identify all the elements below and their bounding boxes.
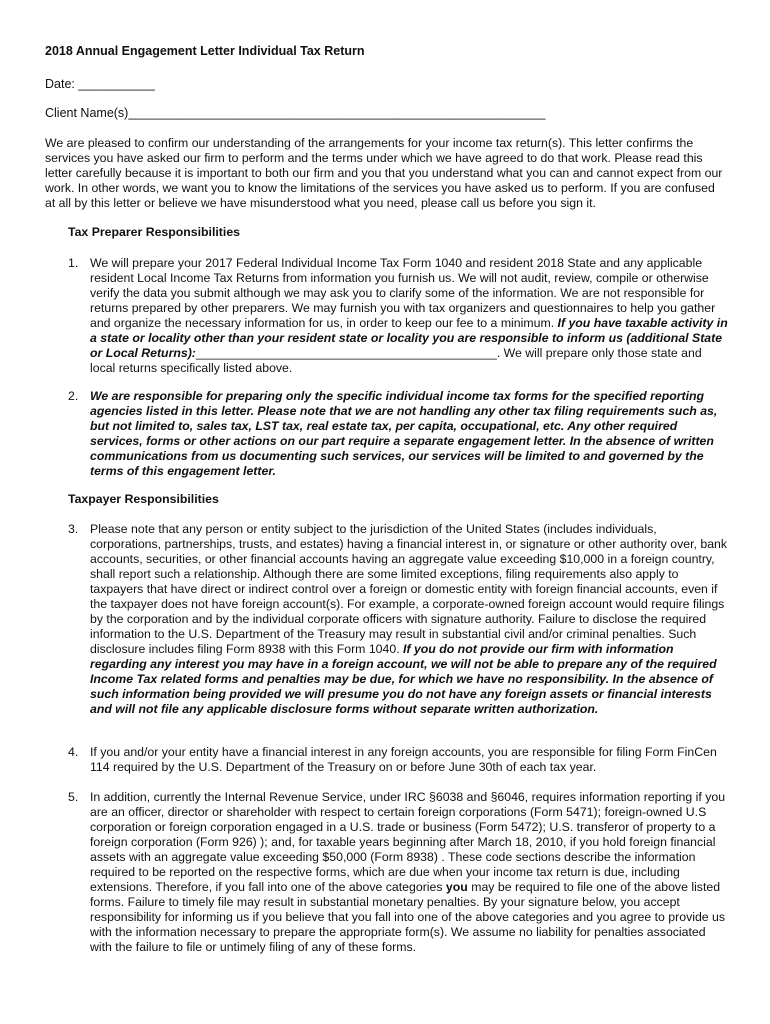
item-text <box>90 256 730 376</box>
list-item <box>68 256 728 376</box>
date-field <box>45 77 155 91</box>
list-item <box>68 389 728 479</box>
tax-preparer-heading: Tax Preparer Responsibilities <box>68 225 240 239</box>
item-text-emphasis: If you have taxable activity in a state or locality other than your resident state or locality you are responsible to inform us (additional State or Local Returns): <box>90 316 728 360</box>
item-text-plain: Please note that any person or entity subject to the jurisdiction of the United States (includes individuals, corporations, partnerships, trusts, and estates) having a financial interest in, or signature or other authority over, bank accounts, securities, or other financial accounts having an aggregate value exceeding $10,000 in a foreign country, shall report such a relationship. Although there are some limited exceptions, filing requirements also apply to taxpayers that have direct or indirect control over a foreign or domestic entity with foreign financial accounts, even if the taxpayer does not have foreign account(s). For example, a corporate-owned foreign account would require filings by the corporation and by the individual corporate officers with signature authority. Failure to disclose the required information to the U.S. Department of the Treasury may result in substantial civil and/or criminal penalties. Such disclosure includes filing Form 8938 with this Form 1040. <box>90 522 728 656</box>
item-text-plain: We will prepare your 2017 Federal Individual Income Tax Form 1040 and resident 2018 State and any applicable resident Local Income Tax Returns from information you furnish us. We will not audit, review, compile or otherwise verify the data you submit although we may ask you to clarify some of the information. We are not responsible for returns prepared by other preparers. We may furnish you with tax organizers and questionnaires to help you gather and organize the necessary information for us, in order to keep our fee to a minimum. <box>90 256 716 330</box>
date-blank[interactable]: ___________ <box>78 77 155 91</box>
item-text-bold: you <box>445 880 468 894</box>
list-item <box>68 522 728 717</box>
item-text-plain: In addition, currently the Internal Revenue Service, under IRC §6038 and §6046, requires information reporting if you are an officer, director or shareholder with respect to certain foreign corporations (Form 5471); foreign-owned U.S corporation or foreign corporation engaged in a U.S. trade or business (Form 5472); U.S. transferor of property to a foreign corporation (Form 926) ); and, for taxable years beginning after March 18, 2010, if you hold foreign financial assets with an aggregate value exceeding $50,000 (Form 8938) . These code sections describe the information required to be reported on the respective forms, which are due when your income tax return is due, including extensions. Therefore, if you fall into one of the above categories <box>90 790 726 894</box>
intro-paragraph: We are pleased to confirm our understanding of the arrangements for your income tax return(s). This letter confirms the services you have asked our firm to perform and the terms under which we have agreed to do that work. Please read this letter carefully because it is important to both our firm and you that you understand what you can and cannot expect from our work. In other words, we want you to know the limitations of the services you have asked us to perform. If you are confused at all by this letter or believe we have misunderstood what you need, please call us before you sign it. <box>45 136 723 210</box>
date-label: Date: <box>45 77 75 91</box>
client-name-field <box>45 106 545 120</box>
item-number: 5. <box>68 790 79 804</box>
document-title: 2018 Annual Engagement Letter Individual Tax Return <box>45 44 365 58</box>
list-item <box>68 745 728 775</box>
client-name-blank[interactable]: ____________________________________________________________ <box>128 106 546 120</box>
item-text: If you and/or your entity have a financial interest in any foreign accounts, you are responsible for filing Form FinCen 114 required by the U.S. Department of the Treasury on or before June 30th of each tax year. <box>90 745 717 774</box>
item-text-plain-end: may be required to file one of the above listed forms. Failure to timely file may result in substantial monetary penalties. By your signature below, you accept responsibility for informing us if you believe that you fall into one of the above categories and you agree to provide us with the information necessary to prepare the appropriate form(s). We assume no liability for penalties associated with the failure to file or untimely filing of any of these forms. <box>90 880 726 954</box>
taxpayer-heading: Taxpayer Responsibilities <box>68 492 219 506</box>
item-text <box>90 522 730 717</box>
item-number: 1. <box>68 256 79 270</box>
item-number: 2. <box>68 389 79 403</box>
item-text-emphasis: We are responsible for preparing only the specific individual income tax forms for the specified reporting agencies listed in this letter. Please note that we are not handling any other tax filing requirements such as, but not limited to, sales tax, LST tax, real estate tax, per capita, occupational, etc. Any other required services, forms or other actions on our part require a separate engagement letter. In the absence of written communications from us documenting such services, our services will be limited to and governed by the terms of this engagement letter. <box>90 389 718 478</box>
client-name-label: Client Name(s) <box>45 106 129 120</box>
item-text-emphasis: If you do not provide our firm with information regarding any interest you may have in a foreign account, we will not be able to prepare any of the required Income Tax related forms and penalties may be due, for which we have no responsibility. In the absence of such information being provided we will presume you do not have any foreign assets or financial interests and will not file any applicable disclosure forms without separate written authorization. <box>90 642 717 716</box>
item-text <box>90 790 730 955</box>
list-item <box>68 790 728 955</box>
item-number: 3. <box>68 522 79 536</box>
item-number: 4. <box>68 745 79 759</box>
item-text-plain-end: ____________________________________________. We will prepare only those state and local returns specifically listed above. <box>90 346 702 375</box>
